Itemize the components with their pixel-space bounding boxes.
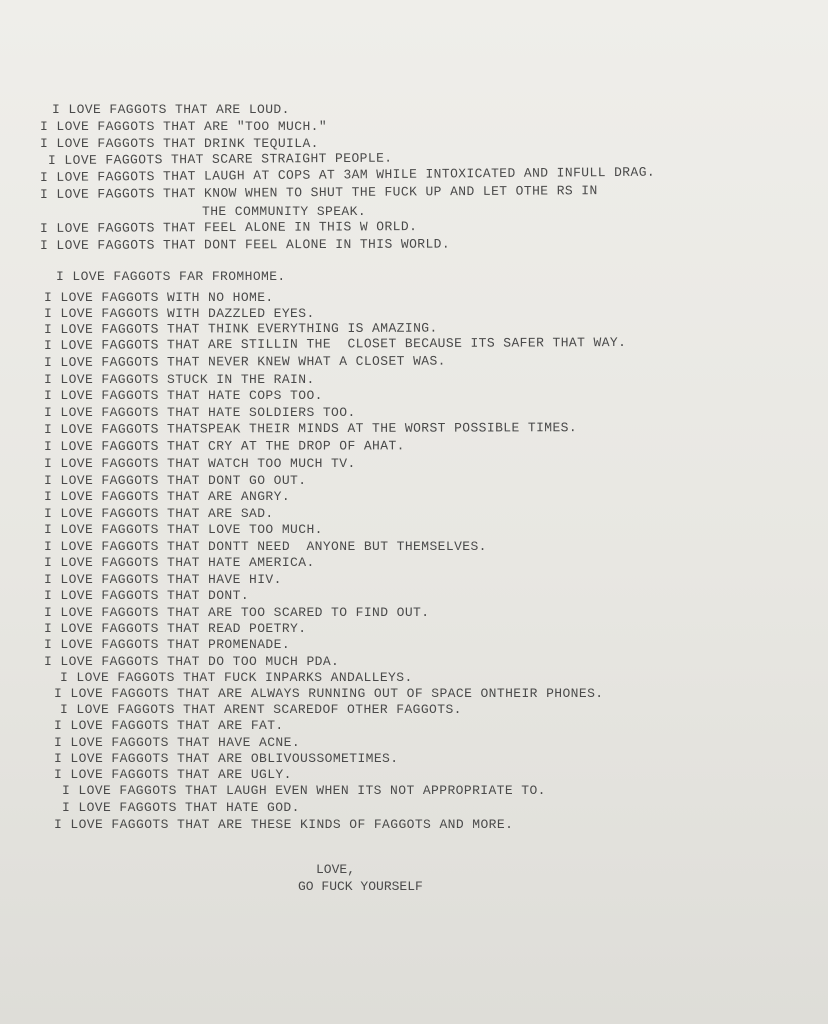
poem-line: I LOVE FAGGOTS THAT ARE SAD. [44, 506, 274, 521]
poem-line: I LOVE FAGGOTS THAT HATE SOLDIERS TOO. [44, 405, 356, 420]
poem-line: I LOVE FAGGOTS THAT THINK EVERYTHING IS AMAZING. [43, 320, 438, 337]
poem-line: I LOVE FAGGOTS THAT ARE THESE KINDS OF FAGGOTS AND MORE. [54, 817, 514, 832]
poem-line: I LOVE FAGGOTS THAT SCARE STRAIGHT PEOPLE. [47, 150, 393, 168]
closing-line: LOVE, [316, 862, 356, 877]
poem-line: I LOVE FAGGOTS THAT ARE STILLIN THE CLOSET BECAUSE ITS SAFER THAT WAY. [43, 334, 627, 353]
poem-line: I LOVE FAGGOTS THAT ARE OBLIVOUSSOMETIMES. [54, 751, 399, 766]
poem-line: I LOVE FAGGOTS THAT NEVER KNEW WHAT A CLOSET WAS. [43, 353, 446, 370]
poem-line: I LOVE FAGGOTS THAT ARE TOO SCARED TO FIND OUT. [44, 605, 430, 620]
poem-line: THE COMMUNITY SPEAK. [202, 204, 367, 219]
poem-line: I LOVE FAGGOTS THAT DONT GO OUT. [44, 473, 307, 488]
poem-line: I LOVE FAGGOTS THAT DO TOO MUCH PDA. [44, 654, 340, 669]
poem-line: I LOVE FAGGOTS THAT READ POETRY. [44, 621, 307, 636]
signature-line: GO FUCK YOURSELF [298, 879, 423, 894]
poem-line: I LOVE FAGGOTS THAT HAVE HIV. [44, 572, 282, 587]
poem-line: I LOVE FAGGOTS WITH NO HOME. [44, 290, 274, 305]
poem-line: I LOVE FAGGOTS THAT LOVE TOO MUCH. [44, 522, 323, 537]
poem-line: I LOVE FAGGOTS THAT ARE LOUD. [52, 102, 290, 117]
poem-line: I LOVE FAGGOTS THAT DONTT NEED ANYONE BUT THEMSELVES. [44, 539, 487, 554]
poem-line: I LOVE FAGGOTS THAT ARE UGLY. [54, 767, 292, 782]
poem-line: I LOVE FAGGOTS THATSPEAK THEIR MINDS AT THE WORST POSSIBLE TIMES. [43, 420, 578, 437]
poem-line: I LOVE FAGGOTS THAT ARE ALWAYS RUNNING OUT OF SPACE ONTHEIR PHONES. [54, 686, 604, 701]
poem-line: I LOVE FAGGOTS THAT HATE AMERICA. [44, 555, 315, 570]
poem-line: I LOVE FAGGOTS THAT DONT FEEL ALONE IN THIS WORLD. [39, 236, 451, 253]
poem-line: I LOVE FAGGOTS THAT PROMENADE. [44, 637, 291, 652]
poem-line: I LOVE FAGGOTS THAT HATE COPS TOO. [44, 388, 323, 403]
poem-line: I LOVE FAGGOTS THAT HATE GOD. [62, 800, 300, 815]
poem-line: I LOVE FAGGOTS THAT DONT. [44, 588, 250, 603]
poem-line: I LOVE FAGGOTS THAT KNOW WHEN TO SHUT THE FUCK UP AND LET OTHE RS IN [39, 183, 598, 202]
poem-line: I LOVE FAGGOTS THAT FEEL ALONE IN THIS W ORLD. [39, 219, 418, 236]
poem-line: I LOVE FAGGOTS THAT DRINK TEQUILA. [40, 136, 319, 151]
poem-line: I LOVE FAGGOTS STUCK IN THE RAIN. [44, 372, 315, 387]
poem-line: I LOVE FAGGOTS THAT LAUGH EVEN WHEN ITS NOT APPROPRIATE TO. [62, 783, 546, 798]
poem-line: I LOVE FAGGOTS WITH DAZZLED EYES. [44, 306, 315, 321]
poem-line: I LOVE FAGGOTS THAT ARENT SCAREDOF OTHER FAGGOTS. [60, 702, 462, 717]
poem-line: I LOVE FAGGOTS THAT CRY AT THE DROP OF AHAT. [43, 438, 405, 454]
poem-line: I LOVE FAGGOTS THAT ARE ANGRY. [44, 489, 291, 504]
poem-line: I LOVE FAGGOTS FAR FROMHOME. [56, 269, 286, 284]
poem-line: I LOVE FAGGOTS THAT ARE "TOO MUCH." [40, 119, 328, 134]
poem-line: I LOVE FAGGOTS THAT HAVE ACNE. [54, 735, 301, 750]
poem-line: I LOVE FAGGOTS THAT ARE FAT. [54, 718, 284, 733]
poem-line: I LOVE FAGGOTS THAT WATCH TOO MUCH TV. [44, 456, 356, 471]
poem-line: I LOVE FAGGOTS THAT LAUGH AT COPS AT 3AM WHILE INTOXICATED AND INFULL DRAG. [39, 164, 656, 185]
poem-line: I LOVE FAGGOTS THAT FUCK INPARKS ANDALLEYS. [60, 670, 413, 685]
